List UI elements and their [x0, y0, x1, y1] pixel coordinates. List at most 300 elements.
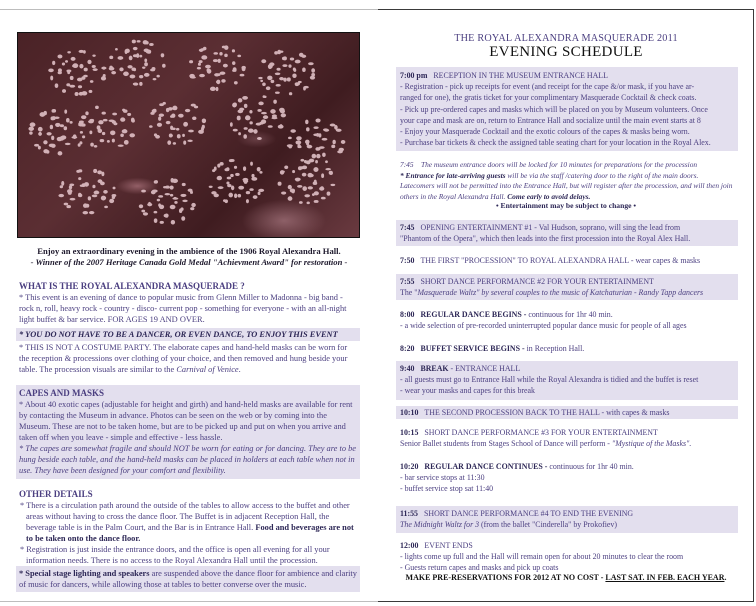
lace-dot — [62, 89, 66, 93]
lace-dot — [170, 205, 176, 210]
lace-dot — [94, 191, 100, 195]
item-title: OPENING ENTERTAINMENT #1 - Val Hudson, soprano, will sing the lead from — [420, 223, 681, 232]
lace-dot — [275, 73, 281, 76]
lace-dot — [288, 64, 291, 67]
lace-dot — [290, 129, 296, 133]
lace-dot — [307, 202, 310, 205]
lace-dot — [274, 51, 278, 55]
lace-dot — [92, 54, 95, 56]
lace-dot — [315, 160, 318, 163]
lace-dot — [218, 59, 221, 63]
lace-dot — [103, 190, 108, 194]
lace-dot — [313, 167, 318, 172]
time-label: 7:45 — [400, 223, 415, 232]
lace-dot — [50, 76, 53, 81]
other-item-1 — [19, 500, 357, 544]
lace-dot — [282, 57, 286, 60]
lace-dot — [210, 87, 216, 91]
lace-dot — [314, 200, 319, 203]
lace-dot — [101, 196, 106, 201]
lace-dot — [67, 51, 71, 53]
lace-dot — [156, 75, 159, 78]
lace-dot — [83, 50, 86, 54]
lace-dot — [212, 169, 215, 172]
lace-dot — [85, 111, 88, 115]
lace-dot — [147, 50, 151, 54]
lace-dot — [203, 47, 207, 51]
lace-dot — [235, 173, 240, 176]
lace-dot — [176, 128, 179, 131]
note-time: 7:45 — [400, 160, 414, 169]
schedule-heading: EVENING SCHEDULE — [489, 44, 643, 60]
lace-dot — [178, 114, 183, 117]
lace-dot — [52, 61, 55, 65]
lace-dot — [293, 69, 296, 72]
lace-dot — [34, 144, 39, 147]
item-line: in Reception Hall. — [524, 344, 585, 353]
lace-dot — [292, 74, 296, 79]
lace-dot — [188, 189, 193, 192]
item-title: THE FIRST "PROCESSION" TO ROYAL ALEXANDRA HALL - wear capes & masks — [420, 256, 701, 265]
lace-dot — [144, 59, 147, 63]
lace-dot — [111, 71, 116, 74]
lace-dot — [295, 179, 299, 182]
capes-italic-note: * The capes are somewhat fragile and should NOT be worn for eating or for dancing. They are to be hung beside each table, and the hand-held masks can be placed in holders at each table when not in use. They have been designed for your comfort and flexibility. — [19, 444, 357, 475]
lace-dot — [189, 60, 193, 63]
lace-dot — [51, 136, 54, 141]
note-line-2: will be via the staff /catering door to the right of the main doors. Latecomers will not be permitted into the Entrance Hall, but will register after the procession, and will then join others in the Royal Alexandra Hall. — [400, 170, 733, 201]
lace-dot — [308, 186, 313, 189]
lace-dot — [172, 106, 177, 111]
lace-dot — [181, 216, 185, 221]
lace-dot — [153, 109, 157, 112]
lace-dot — [304, 194, 310, 197]
item-line: - a wide selection of pre-recorded uninterrupted popular dance music for people of all ages — [400, 321, 687, 331]
lace-dot — [160, 221, 164, 224]
lace-dot — [161, 53, 165, 57]
lace-dot — [206, 69, 210, 72]
lace-dot — [143, 212, 148, 215]
lace-dot — [67, 189, 72, 193]
item-line: - ENTRANCE HALL — [448, 364, 521, 373]
lace-dot — [163, 102, 166, 105]
lace-dot — [231, 186, 234, 191]
lace-dot — [133, 47, 138, 50]
schedule-item-1200 — [396, 539, 738, 575]
lace-dot — [250, 162, 253, 166]
item-line: - Registration - pick up receipts for event (and receipt for the cape &/or mask, if you have ar- — [400, 82, 695, 92]
item-line: ranged for one), the gratis ticket for your complimentary Masquerade Cocktail & check coats. — [400, 93, 697, 103]
section-capes-masks — [16, 385, 360, 479]
lace-dot — [282, 64, 287, 67]
lace-dot — [103, 112, 106, 115]
lace-dot — [101, 172, 104, 177]
note-line-1: The museum entrance doors will be locked for 10 minutes for preparations for the procession — [420, 160, 698, 169]
lace-dot — [238, 98, 243, 102]
lace-dot — [248, 128, 254, 132]
stage-text: are suspended above the dance floor for ambience and clarity of music for dancers, while allowing those at tables to better converse over the music. — [19, 569, 357, 589]
lace-dot — [38, 127, 43, 132]
lace-dot — [239, 108, 244, 111]
lace-dot — [315, 119, 320, 123]
lace-dot — [289, 92, 292, 95]
lace-dot — [185, 109, 190, 112]
lace-dot — [164, 214, 168, 217]
lace-dot — [201, 55, 207, 59]
lace-dot — [127, 65, 132, 68]
section-costume — [16, 341, 360, 376]
lace-dot — [275, 92, 280, 94]
lace-dot — [315, 147, 320, 151]
lace-dot — [77, 78, 83, 82]
lace-dot — [318, 133, 321, 137]
lace-dot — [92, 195, 98, 198]
lace-dot — [90, 143, 94, 147]
lace-dot — [141, 210, 145, 213]
lace-dot — [232, 103, 237, 108]
lace-dot — [276, 68, 280, 71]
section-other-details — [16, 488, 360, 567]
lace-dot — [43, 149, 48, 153]
lace-dot — [57, 137, 63, 141]
lace-dot — [320, 186, 324, 190]
lace-dot — [278, 51, 283, 53]
lace-dot — [64, 109, 67, 113]
lace-dot — [129, 56, 133, 61]
lace-dot — [199, 74, 205, 77]
lace-dot — [234, 166, 237, 169]
lace-dot — [142, 66, 145, 68]
lace-dot — [205, 65, 211, 69]
item-line: - lights come up full and the Hall will remain open for about 20 minutes to clear the room — [400, 552, 684, 562]
item-line: - wear your masks and capes for this break — [400, 386, 535, 396]
lace-dot — [65, 143, 71, 145]
section-heading: WHAT IS THE ROYAL ALEXANDRA MASQUERADE ? — [19, 281, 245, 291]
lace-dot — [48, 68, 54, 72]
lace-dot — [295, 60, 301, 64]
lace-dot — [288, 137, 292, 140]
lace-dot — [58, 151, 63, 155]
lace-dot — [148, 202, 151, 206]
lace-dot — [158, 203, 161, 207]
lace-dot — [72, 63, 78, 68]
lace-dot — [249, 110, 252, 114]
left-page — [0, 9, 378, 602]
lace-dot — [97, 170, 102, 174]
lace-dot — [331, 145, 335, 149]
lace-dot — [216, 87, 219, 91]
lace-dot — [171, 221, 174, 224]
lace-dot — [82, 135, 85, 138]
schedule-item-800 — [396, 308, 738, 332]
costume-end: . — [238, 365, 241, 374]
lace-dot — [325, 160, 328, 163]
lace-dot — [169, 134, 173, 138]
lace-dot — [94, 145, 98, 148]
event-title: THE ROYAL ALEXANDRA MASQUERADE 2011 — [454, 33, 678, 44]
lace-dot — [144, 62, 148, 66]
lace-dot — [92, 185, 95, 189]
lace-dot — [47, 132, 52, 135]
lace-dot — [144, 73, 150, 77]
lace-dot — [163, 186, 167, 188]
lace-dot — [309, 159, 315, 163]
lace-dot — [306, 127, 310, 131]
lace-dot — [139, 204, 143, 208]
lace-dot — [299, 201, 303, 204]
lace-dot — [78, 193, 81, 197]
lace-dot — [251, 174, 254, 178]
lace-pattern-image — [18, 33, 359, 237]
lace-dot — [69, 121, 72, 124]
lace-dot — [272, 117, 278, 119]
lace-dot — [220, 162, 224, 166]
lace-dot — [202, 118, 206, 123]
item-line: your cape and mask are on, return to Entrance Hall and socialize until the main event starts at 8 — [400, 115, 701, 125]
lace-dot — [280, 124, 283, 128]
lace-dot — [118, 145, 124, 147]
lace-dot — [84, 182, 89, 187]
lace-dot — [191, 104, 196, 107]
lace-dot — [242, 96, 248, 100]
lace-dot — [218, 186, 224, 189]
lace-dot — [87, 60, 91, 64]
lace-dot — [112, 113, 117, 116]
lace-dot — [246, 115, 250, 119]
lace-dot — [113, 187, 116, 190]
lace-dot — [302, 166, 307, 170]
lace-dot — [75, 92, 79, 96]
lace-dot — [244, 104, 248, 108]
lace-dot — [332, 140, 335, 145]
lace-dot — [257, 109, 261, 112]
lace-dot — [341, 140, 346, 144]
lace-dot — [242, 67, 246, 71]
lace-dot — [253, 129, 257, 134]
lace-dot — [158, 116, 161, 120]
lace-dot — [167, 140, 171, 145]
lace-dot — [216, 80, 220, 85]
lace-dot — [197, 67, 201, 70]
item-title: BREAK — [420, 364, 449, 373]
lace-dot — [170, 194, 173, 197]
lace-dot — [73, 134, 77, 139]
lace-dot — [95, 106, 99, 109]
lace-dot — [288, 196, 293, 201]
capes-body: * About 40 exotic capes (adjustable for height and girth) and hand-held masks are available for rent by contacting the Museum in advance. Photos can be seen on the web or by coming into the Museum. These are not to be taken home, but are to be picked up and put on when you arrive and taken off when you leave - simple and effective - less hassle. — [19, 400, 353, 442]
item-title: SHORT DANCE PERFORMANCE #4 TO END THE EVENING — [423, 509, 634, 518]
lace-dot — [29, 131, 33, 134]
lace-dot — [58, 68, 62, 72]
lace-dot — [305, 120, 308, 125]
lace-dot — [256, 123, 262, 126]
time-label: 9:40 — [400, 364, 415, 373]
lace-dot — [92, 65, 96, 68]
lace-dot — [155, 135, 160, 139]
lace-dot — [243, 134, 247, 139]
lace-dot — [139, 75, 143, 78]
lace-dot — [269, 62, 274, 66]
lace-dot — [66, 70, 71, 73]
costume-text: * THIS IS NOT A COSTUME PARTY. The elaborate capes and hand-held masks can be worn for the reception & processions over clothing of your choice, and then removed and hung beside your table. The procession visuals are similar to the — [19, 343, 348, 374]
lace-dot — [190, 74, 195, 77]
lace-dot — [150, 69, 155, 72]
item-line: - bar service stops at 11:30 — [400, 473, 485, 483]
other-item-1-text: * There is a circulation path around the outside of the tables to allow access to the buffet and other areas without having to cross the dance floor. The Buffet is in adjacent Reception Hall, the beverage table is in the Palm Court, and the Bar is in Entrance Hall. — [20, 501, 350, 532]
section-heading: CAPES AND MASKS — [19, 388, 105, 398]
lace-dot — [276, 84, 281, 87]
lace-dot — [222, 46, 226, 49]
lace-dot — [223, 199, 226, 202]
lace-dot — [70, 198, 76, 201]
lace-dot — [258, 189, 264, 192]
caption-line-1: Enjoy an extraordinary evening in the ambience of the 1906 Royal Alexandra Hall. — [37, 246, 341, 256]
item-line-italic: The Midnight Waltz for 3 — [400, 520, 480, 530]
lace-dot — [182, 183, 186, 186]
lace-dot — [143, 40, 148, 44]
lace-dot — [65, 60, 68, 63]
schedule-item-1015 — [396, 426, 738, 450]
lace-dot — [234, 194, 237, 199]
lace-dot — [154, 180, 158, 183]
lace-dot — [103, 74, 106, 77]
lace-dot — [50, 125, 53, 130]
lace-dot — [83, 211, 89, 214]
lace-dot — [228, 193, 233, 198]
lace-dot — [281, 113, 286, 117]
lace-dot — [223, 64, 228, 68]
lace-dot — [103, 119, 108, 122]
item-line: Senior Ballet students from Stages School of Dance will perform - — [400, 439, 612, 449]
note-bold-2: Come early to avoid delays. — [507, 191, 591, 201]
lace-dot — [139, 55, 142, 58]
schedule-item-745 — [396, 220, 738, 246]
lace-dot — [79, 64, 83, 69]
lace-dot — [300, 159, 304, 162]
lace-dot — [240, 74, 245, 77]
lace-dot — [115, 48, 118, 51]
lace-dot — [56, 123, 59, 126]
lace-dot — [313, 181, 318, 185]
schedule-item-820 — [396, 342, 738, 355]
lace-dot — [173, 142, 176, 145]
lace-dot — [104, 206, 108, 209]
lace-dot — [224, 168, 229, 171]
lace-dot — [279, 77, 284, 80]
item-title: REGULAR DANCE BEGINS - — [420, 310, 527, 319]
lace-dot — [79, 120, 84, 123]
lace-dot — [305, 140, 310, 144]
lace-dot — [330, 184, 335, 186]
lace-dot — [93, 68, 98, 71]
lace-dot — [311, 68, 315, 73]
lace-dot — [124, 140, 129, 145]
schedule-item-1010 — [396, 406, 738, 419]
lace-dot — [183, 122, 188, 127]
lace-dot — [154, 218, 158, 223]
lace-dot — [237, 116, 241, 119]
item-line: continuous for 1hr 40 min. — [547, 462, 634, 471]
lace-dot — [127, 113, 131, 116]
lace-dot — [258, 192, 261, 196]
lace-dot — [313, 126, 318, 129]
lace-dot — [278, 182, 282, 186]
lace-dot — [284, 166, 288, 170]
carnival-italic: Carnival of Venice — [176, 365, 239, 374]
lace-dot — [58, 194, 64, 197]
lace-dot — [172, 197, 178, 199]
lace-dot — [339, 149, 343, 153]
lace-dot — [303, 86, 306, 90]
lace-dot — [321, 173, 324, 178]
lace-dot — [79, 141, 82, 144]
section-body: * This event is an evening of dance to popular music from Glenn Miller to Madonna - big band - rock n, roll, heavy rock - country - disco- current pop - something for everyone - with an all-night light buffet & bar service. FOR AGES 19 AND OVER. — [19, 293, 347, 324]
lace-dot — [251, 177, 257, 181]
lace-dot — [253, 195, 258, 199]
lace-dot — [321, 197, 326, 200]
lace-dot — [162, 64, 166, 68]
lace-dot — [89, 119, 94, 122]
lace-dot — [81, 124, 86, 127]
lace-dot — [55, 83, 59, 88]
lace-dot — [263, 115, 268, 119]
lace-dot — [238, 194, 242, 198]
item-line: - Guests return capes and masks and pick up coats — [400, 563, 559, 573]
lace-dot — [139, 82, 142, 86]
lace-dot — [244, 127, 248, 130]
late-arrival-note — [396, 160, 738, 202]
lace-dot — [302, 173, 307, 177]
lace-dot — [113, 122, 117, 125]
lace-dot — [291, 189, 294, 193]
schedule-item-750 — [396, 254, 738, 267]
lace-dot — [57, 54, 62, 58]
lace-dot — [78, 177, 81, 180]
lace-dot — [230, 159, 235, 162]
lace-dot — [119, 67, 123, 71]
lace-dot — [243, 180, 248, 183]
lace-dot — [137, 40, 141, 42]
entertainment-change-note: • Entertainment may be subject to change • — [495, 201, 637, 210]
lace-dot — [107, 140, 110, 143]
item-title: REGULAR DANCE CONTINUES - — [424, 462, 548, 471]
lace-dot — [132, 40, 136, 44]
lace-dot — [336, 129, 342, 132]
lace-dot — [165, 193, 171, 195]
item-title: RECEPTION IN THE MUSEUM ENTRANCE HALL — [433, 71, 608, 80]
lace-dot — [249, 188, 253, 191]
lace-dot — [324, 129, 329, 132]
lace-dot — [273, 100, 277, 104]
lace-dot — [258, 77, 262, 79]
section-stage-lighting — [16, 566, 360, 592]
lace-dot — [279, 108, 285, 112]
lace-dot — [258, 137, 262, 140]
lace-dot — [188, 130, 194, 133]
lace-dot — [191, 203, 196, 207]
lace-dot — [90, 80, 94, 83]
item-line: "Phantom of the Opera", which then leads into the first procession into the Royal Alex Hall. — [400, 234, 691, 244]
lace-dot — [159, 114, 164, 117]
lace-dot — [190, 207, 194, 210]
lace-dot — [69, 85, 75, 88]
lace-dot — [154, 211, 158, 214]
item-line: (from the ballet "Cinderella" by Prokofiev) — [479, 520, 617, 530]
lace-dot — [38, 146, 41, 150]
lace-dot — [289, 146, 292, 149]
item-title: SHORT DANCE PERFORMANCE #3 FOR YOUR ENTERTAINMENT — [424, 428, 658, 437]
lace-dot — [221, 79, 225, 83]
